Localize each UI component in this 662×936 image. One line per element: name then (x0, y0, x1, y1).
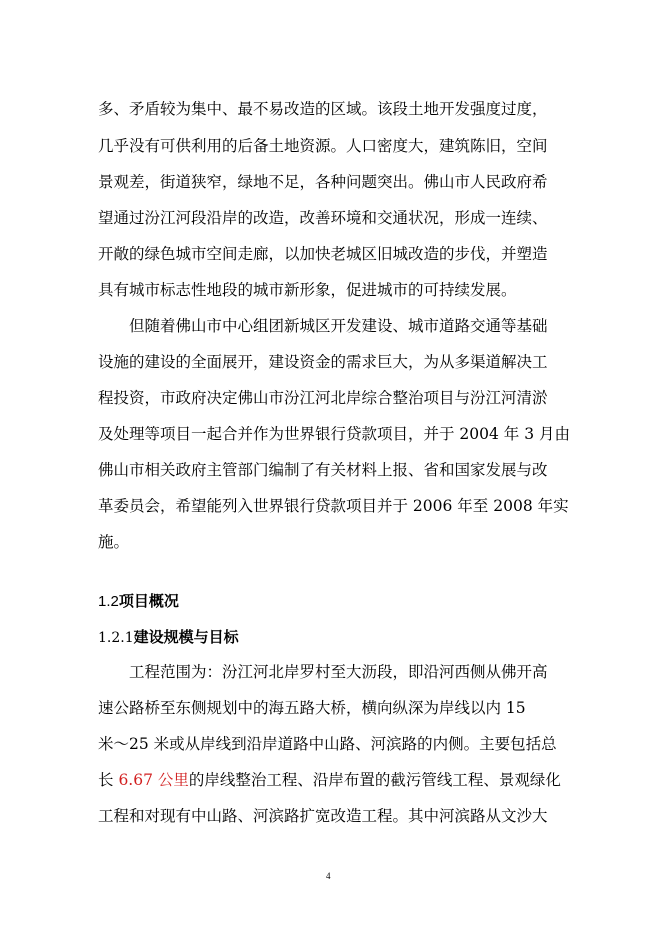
paragraph-line: 米～25 米或从岸线到沿岸道路中山路、河滨路的内侧。主要包括总 (98, 735, 557, 753)
paragraph-line: 景观差，街道狭窄，绿地不足，各种问题突出。佛山市人民政府希 (98, 173, 548, 191)
subsection-title: 建设规模与目标 (133, 628, 239, 646)
paragraph-line: 施。 (98, 533, 130, 551)
paragraph-line: 开敞的绿色城市空间走廊，以加快老城区旧城改造的步伐，并塑造 (98, 245, 548, 263)
subsection-number: 1.2.1 (98, 630, 134, 646)
paragraph-line: 多、矛盾较为集中、最不易改造的区域。该段土地开发强度过度， (98, 100, 548, 118)
paragraph-line: 但随着佛山市中心组团新城区开发建设、城市道路交通等基础 (98, 317, 548, 335)
paragraph-line: 几乎没有可供利用的后备土地资源。人口密度大，建筑陈旧，空间 (98, 137, 548, 155)
page-number: 4 (326, 871, 331, 881)
paragraph-line: 工程范围为：汾江河北岸罗村至大沥段，即沿河西侧从佛开高 (98, 663, 548, 681)
section-number: 1.2 (98, 593, 119, 610)
paragraph-line: 具有城市标志性地段的城市新形象，促进城市的可持续发展。 (98, 281, 517, 299)
paragraph-line: 工程和对现有中山路、河滨路扩宽改造工程。其中河滨路从文沙大 (98, 807, 548, 825)
line-text: 长 (98, 771, 119, 789)
section-heading (98, 591, 179, 612)
paragraph-line: 程投资，市政府决定佛山市汾江河北岸综合整治项目与汾江河清淤 (98, 389, 548, 407)
paragraph-line: 设施的建设的全面展开，建设资金的需求巨大，为从多渠道解决工 (98, 353, 548, 371)
paragraph-line: 速公路桥至东侧规划中的海五路大桥，横向纵深为岸线以内 15 (98, 699, 526, 717)
paragraph-line: 佛山市相关政府主管部门编制了有关材料上报、省和国家发展与改 (98, 461, 548, 479)
paragraph-line: 及处理等项目一起合并作为世界银行贷款项目，并于 2004 年 3 月由 (98, 425, 571, 443)
line-text: 的岸线整治工程、沿岸布置的截污管线工程、景观绿化 (188, 771, 561, 789)
highlighted-length: 6.67 公里 (118, 771, 189, 789)
paragraph-line: 革委员会，希望能列入世界银行贷款项目并于 2006 年至 2008 年实 (98, 497, 569, 515)
paragraph-line (98, 770, 568, 790)
section-title: 项目概况 (118, 592, 179, 610)
subsection-heading (98, 627, 239, 648)
paragraph-line: 望通过汾江河段沿岸的改造，改善环境和交通状况，形成一连续、 (98, 209, 548, 227)
